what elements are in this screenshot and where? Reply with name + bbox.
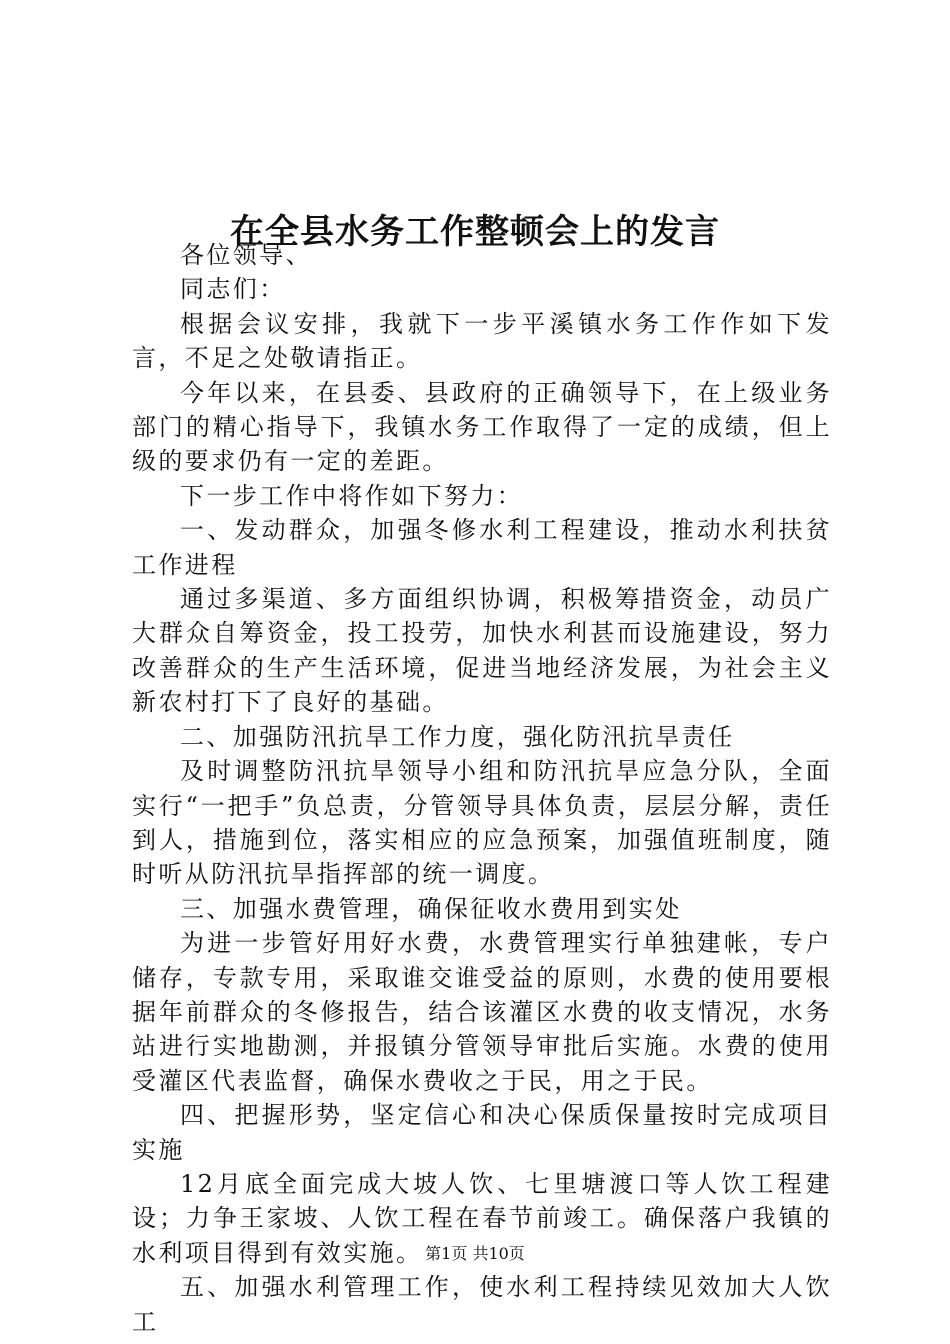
document-title: 在全县水务工作整顿会上的发言: [230, 211, 720, 252]
paragraph-section-3: 为进一步管好用好水费，水费管理实行单独建帐，专户储存，专款专用，采取谁交谁受益的原则，水费的使用要根据年前群众的冬修报告，结合该灌区水费的收支情况，水务站进行实地勘测，并报镇分管领导审批后实施。水费的使用受灌区代表监督，确保水费收之于民，用之于民。: [132, 929, 832, 1095]
salutation-comrades: 同志们：: [180, 275, 286, 304]
section-heading-3: 三、加强水费管理，确保征收水费用到实处: [180, 894, 682, 923]
page-number: 第1页 共10页: [425, 1244, 525, 1263]
document-body: [132, 238, 832, 1339]
paragraph-section-2: 及时调整防汛抗旱领导小组和防汛抗旱应急分队，全面实行“一把手”负总责，分管领导具体负责，层层分解，责任到人，措施到位，落实相应的应急预案，加强值班制度，随时听从防汛抗旱指挥部的统一调度。: [132, 757, 832, 889]
paragraph-intro: 根据会议安排，我就下一步平溪镇水务工作作如下发言，不足之处敬请指正。: [132, 309, 832, 373]
section-heading-1: 一、发动群众，加强冬修水利工程建设，推动水利扶贫工作进程: [132, 516, 832, 579]
section-heading-5: 五、加强水利管理工作，使水利工程持续见效加大人饮工: [132, 1273, 832, 1336]
paragraph-section-1: 通过多渠道、多方面组织协调，积极筹措资金，动员广大群众自筹资金，投工投劳，加快水利甚而设施建设，努力改善群众的生产生活环境，促进当地经济发展，为社会主义新农村打下了良好的基础。: [132, 585, 832, 717]
paragraph-achievements: 今年以来，在县委、县政府的正确领导下，在上级业务部门的精心指导下，我镇水务工作取得了一定的成绩，但上级的要求仍有一定的差距。: [132, 378, 832, 476]
section-heading-4: 四、把握形势，坚定信心和决心保质保量按时完成项目实施: [132, 1101, 832, 1164]
paragraph-section-4: 12月底全面完成大坡人饮、七里塘渡口等人饮工程建设；力争王家坡、人饮工程在春节前竣工。确保落户我镇的水利项目得到有效实施。: [132, 1169, 832, 1267]
section-heading-2: 二、加强防汛抗旱工作力度，强化防汛抗旱责任: [180, 722, 735, 751]
salutation-leaders: 各位领导、: [180, 241, 312, 269]
paragraph-next-steps: 下一步工作中将作如下努力：: [180, 481, 524, 510]
